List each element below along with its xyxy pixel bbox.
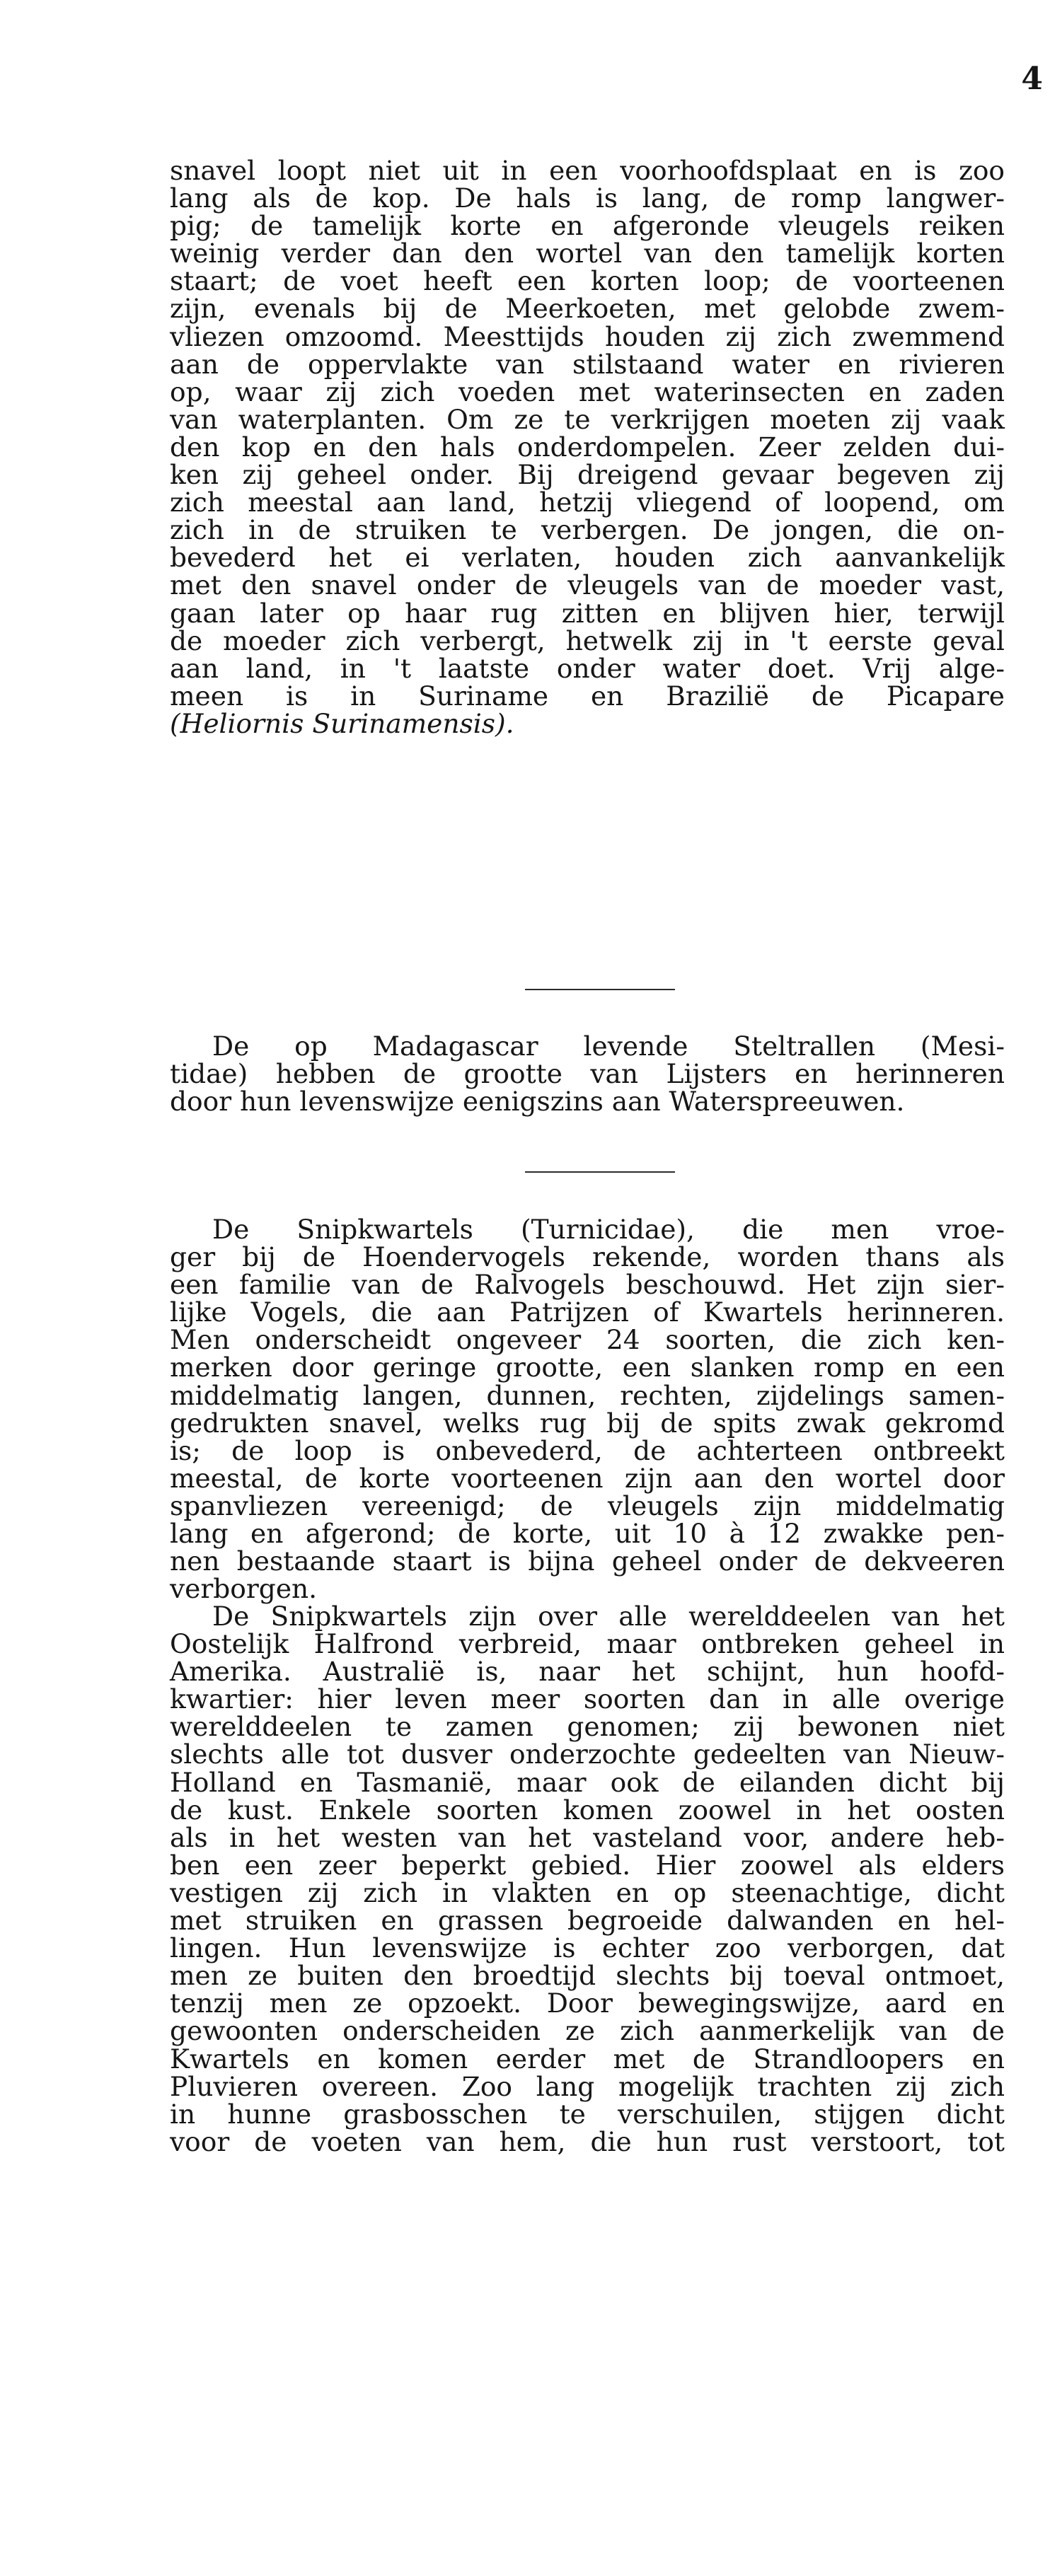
text-line: weinig verder dan den wortel van den tamelijk korten xyxy=(170,238,1005,269)
text-line: Men onderscheidt ongeveer 24 soorten, die zich ken- xyxy=(170,1324,1005,1356)
text-line: van waterplanten. Om ze te verkrijgen moeten zij vaak xyxy=(170,403,1005,435)
text-line: nen bestaande staart is bijna geheel onder de dekveeren xyxy=(170,1545,1005,1577)
text-line: gaan later op haar rug zitten en blijven hier, terwijl xyxy=(170,597,1005,629)
text-line: meestal, de korte voorteenen zijn aan den wortel door xyxy=(170,1462,1005,1494)
text-line: gewoonten onderscheiden ze zich aanmerkelijk van de xyxy=(170,2015,1005,2047)
section-divider xyxy=(525,989,675,990)
text-line: den kop en den hals onderdompelen. Zeer zelden dui- xyxy=(170,431,1005,463)
text-line: Oostelijk Halfrond verbreid, maar ontbreken geheel in xyxy=(170,1628,1005,1660)
text-line: voor de voeten van hem, die hun rust verstoort, tot xyxy=(170,2125,1005,2157)
text-line: de moeder zich verbergt, hetwelk zij in 't eerste geval xyxy=(170,625,1005,656)
paragraph-heliornithidae-continued xyxy=(170,157,1005,738)
text-line: De Snipkwartels (Turnicidae), die men vroe- xyxy=(212,1214,1005,1245)
text-line: met den snavel onder de vleugels van de moeder vast, xyxy=(170,569,1005,601)
text-line: lingen. Hun levenswijze is echter zoo verborgen, dat xyxy=(170,1932,1005,1964)
text-line: zijn, evenals bij de Meerkoeten, met gelobde zwem- xyxy=(170,293,1005,325)
text-line: snavel loopt niet uit in een voorhoofdsplaat en is zoo xyxy=(170,155,1005,186)
text-line: gedrukten snavel, welks rug bij de spits zwak gekromd xyxy=(170,1407,1005,1439)
text-line: merken door geringe grootte, een slanken romp en een xyxy=(170,1352,1005,1383)
text-line: Pluvieren overeen. Zoo lang mogelijk trachten zij zich xyxy=(170,2070,1005,2102)
text-line: De op Madagascar levende Steltrallen (Mesi- xyxy=(212,1031,1005,1062)
paragraph-steltrallen xyxy=(170,1031,1005,1118)
text-line: tidae) hebben de grootte van Lijsters en herinneren xyxy=(170,1058,1005,1090)
paragraph-snipkwartels-distribution xyxy=(170,1603,1005,2156)
text-line: kwartier: hier leven meer soorten dan in alle overige xyxy=(170,1683,1005,1715)
text-line: slechts alle tot dusver onderzochte gedeelten van Nieuw- xyxy=(170,1739,1005,1770)
paragraph-snipkwartels xyxy=(170,1216,1005,1603)
text-line: Holland en Tasmanië, maar ook de eilanden dicht bij xyxy=(170,1766,1005,1798)
text-line: middelmatig langen, dunnen, rechten, zijdelings samen- xyxy=(170,1379,1005,1411)
text-line: lijke Vogels, die aan Patrijzen of Kwartels herinneren. xyxy=(170,1296,1005,1328)
text-line: in hunne grasbosschen te verschuilen, stijgen dicht xyxy=(170,2098,1005,2130)
text-line: werelddeelen te zamen genomen; zij bewonen niet xyxy=(170,1711,1005,1743)
text-line: bevederd het ei verlaten, houden zich aanvankelijk xyxy=(170,542,1005,574)
text-line: op, waar zij zich voeden met waterinsecten en zaden xyxy=(170,376,1005,407)
text-line: zich in de struiken te verbergen. De jongen, die on- xyxy=(170,514,1005,546)
text-line: verborgen. xyxy=(170,1573,318,1605)
text-line: vestigen zij zich in vlakten en op steenachtige, dicht xyxy=(170,1876,1005,1908)
text-line: een familie van de Ralvogels beschouwd. Het zijn sier- xyxy=(170,1269,1005,1301)
text-line: tenzij men ze opzoekt. Door bewegingswijze, aard en xyxy=(170,1988,1005,2019)
text-line: aan de oppervlakte van stilstaand water en rivieren xyxy=(170,348,1005,380)
text-line: lang en afgerond; de korte, uit 10 à 12 zwakke pen- xyxy=(170,1518,1005,1550)
text-line: staart; de voet heeft een korten loop; de voorteenen xyxy=(170,265,1005,297)
text-line: Amerika. Australië is, naar het schijnt, hun hoofd- xyxy=(170,1656,1005,1688)
text-line: men ze buiten den broedtijd slechts bij toeval ontmoet, xyxy=(170,1960,1005,1992)
text-line: door hun levenswijze eenigszins aan Waterspreeuwen. xyxy=(170,1086,905,1118)
section-divider xyxy=(525,1171,675,1173)
text-line: Kwartels en komen eerder met de Strandloopers en xyxy=(170,2043,1005,2075)
text-line: is; de loop is onbevederd, de achterteen ontbreekt xyxy=(170,1434,1005,1466)
text-line: ken zij geheel onder. Bij dreigend gevaar begeven zij xyxy=(170,459,1005,491)
text-line: meen is in Suriname en Brazilië de Picapare xyxy=(170,680,1005,712)
text-line: pig; de tamelijk korte en afgeronde vleugels reiken xyxy=(170,210,1005,242)
text-line: De Snipkwartels zijn over alle werelddeelen van het xyxy=(212,1601,1005,1632)
text-line: zich meestal aan land, hetzij vliegend of loopend, om xyxy=(170,487,1005,518)
text-line: lang als de kop. De hals is lang, de romp langwer- xyxy=(170,182,1005,214)
text-line: de kust. Enkele soorten komen zoowel in het oosten xyxy=(170,1794,1005,1826)
text-line: spanvliezen vereenigd; de vleugels zijn middelmatig xyxy=(170,1490,1005,1521)
text-line: als in het westen van het vasteland voor, andere heb- xyxy=(170,1821,1005,1853)
text-line: vliezen omzoomd. Meesttijds houden zij zich zwemmend xyxy=(170,320,1005,352)
text-line: ger bij de Hoendervogels rekende, worden thans als xyxy=(170,1241,1005,1273)
text-line: ben een zeer beperkt gebied. Hier zoowel als elders xyxy=(170,1849,1005,1881)
text-line-italic: (Heliornis Surinamensis). xyxy=(170,707,514,739)
page-number: 4 xyxy=(1021,61,1043,97)
text-line: aan land, in 't laatste onder water doet. Vrij alge- xyxy=(170,652,1005,684)
text-line: met struiken en grassen begroeide dalwanden en hel- xyxy=(170,1905,1005,1937)
